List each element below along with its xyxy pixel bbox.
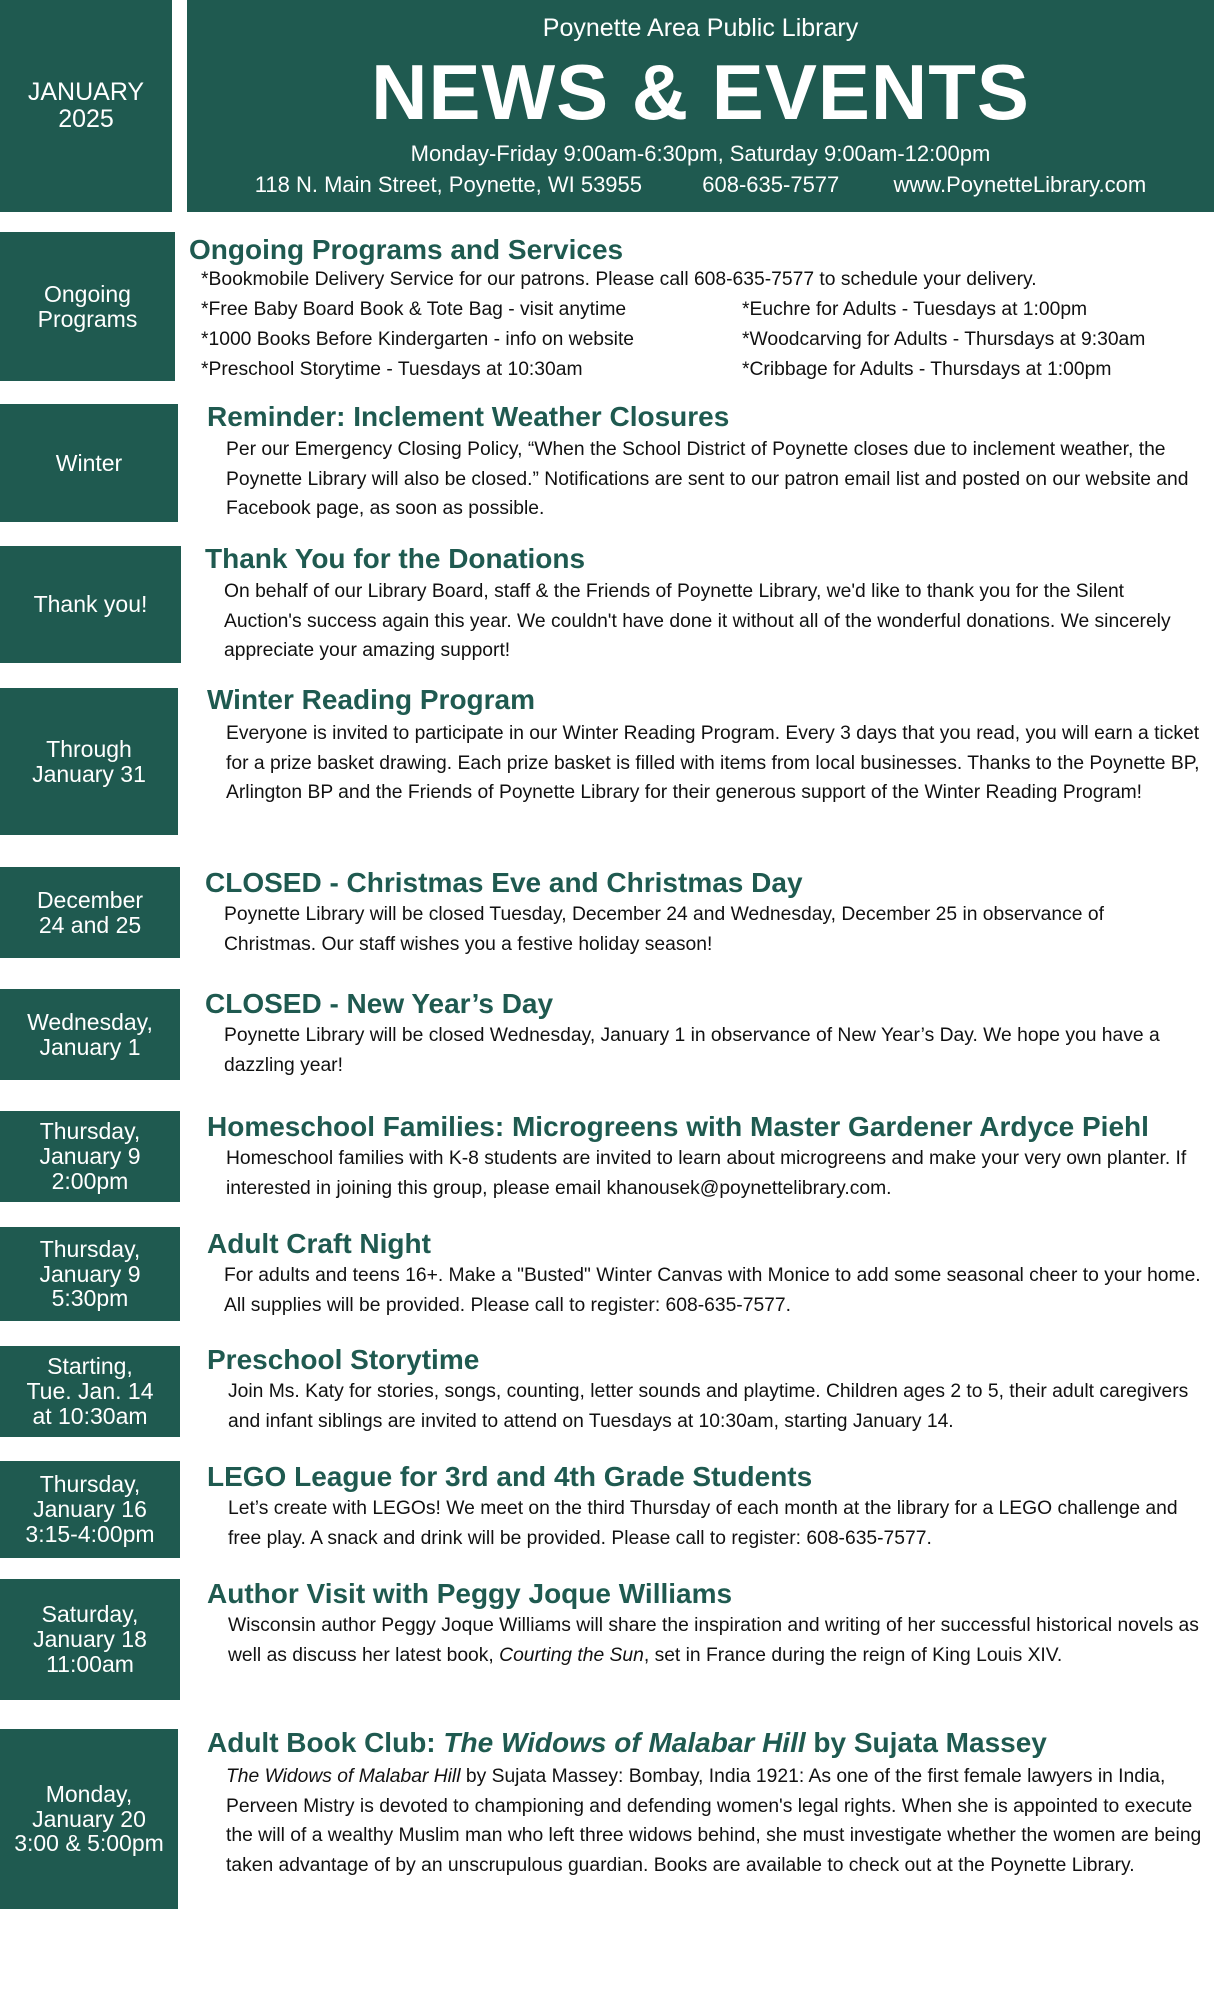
event-body-text: Wisconsin author Peggy Joque Williams will share the inspiration and writing of her successful historical novels as well as discuss her latest book,	[228, 1615, 1199, 1666]
event-date-craft-night: Thursday, January 9 5:30pm	[0, 1227, 180, 1321]
event-date-homeschool: Thursday, January 9 2:00pm	[0, 1111, 180, 1202]
event-title: Homeschool Families: Microgreens with Master Gardener Ardyce Piehl	[207, 1111, 1149, 1142]
event-date-winter: Winter	[0, 404, 178, 522]
event-body: Join Ms. Katy for stories, songs, counting, letter sounds and playtime. Children ages 2 to 5, their adult caregivers and infant siblings are invited to attend on Tuesdays at 10:30am, starting January 14.	[228, 1381, 1189, 1432]
event-title: Preschool Storytime	[207, 1344, 480, 1375]
title-text: Adult Book Club:	[207, 1727, 444, 1758]
page-title: NEWS & EVENTS	[371, 48, 1030, 136]
website-link[interactable]: www.PoynetteLibrary.com	[893, 172, 1147, 197]
event-title	[207, 1727, 1047, 1759]
library-hours: Monday-Friday 9:00am-6:30pm, Saturday 9:00am-12:00pm	[410, 141, 991, 166]
event-title: Reminder: Inclement Weather Closures	[207, 401, 730, 432]
library-name: Poynette Area Public Library	[542, 14, 859, 42]
list-item: *1000 Books Before Kindergarten - info on website	[201, 329, 635, 350]
ongoing-list	[201, 265, 1211, 385]
event-body-text: , set in France during the reign of King Louis XIV.	[643, 1644, 1063, 1666]
event-date-reading: Through January 31	[0, 688, 178, 835]
event-body: Homeschool families with K-8 students are invited to learn about microgreens and make your very own planter. If interested in joining this group, please email khanousek@poynettelibrary.com.	[226, 1148, 1187, 1199]
event-body: Let’s create with LEGOs! We meet on the third Thursday of each month at the library for a LEGO challenge and free play. A snack and drink will be provided. Please call to register: 608-635-7577.	[228, 1498, 1178, 1549]
event-title: Thank You for the Donations	[205, 543, 586, 574]
event-date-book-club: Monday, January 20 3:00 & 5:00pm	[0, 1729, 178, 1909]
event-body: Poynette Library will be closed Tuesday, December 24 and Wednesday, December 25 in observance of Christmas. Our staff wishes you a festive holiday season!	[224, 904, 1104, 955]
event-title: Winter Reading Program	[207, 684, 536, 715]
event-body: Per our Emergency Closing Policy, “When the School District of Poynette closes due to inclement weather, the Poynette Library will also be closed.” Notifications are sent to our patron email list and posted on our website and Facebook page, as soon as possible.	[226, 439, 1189, 519]
list-item: *Cribbage for Adults - Thursdays at 1:00pm	[742, 359, 1112, 380]
event-body: On behalf of our Library Board, staff & the Friends of Poynette Library, we'd like to thank you for the Silent Auction's success again this year. We couldn't have done it without all of the wonderful donations. We sincerely appreciate your amazing support!	[224, 581, 1171, 661]
book-title: Courting the Sun	[499, 1644, 644, 1666]
title-text: by Sujata Massey	[805, 1727, 1047, 1758]
event-body-text: by Sujata Massey: Bombay, India 1921: As one of the first female lawyers in India, Perveen Mistry is devoted to championing and defending women's legal rights. When she is appointed to execute the will of a wealthy Muslim man who left three widows behind, she must investigate whether the women are being taken advantage of by an unscrupulous guardian. Books are available to check out at the Poynette Library.	[226, 1766, 1202, 1876]
list-item: *Woodcarving for Adults - Thursdays at 9:30am	[742, 329, 1146, 350]
event-title: CLOSED - New Year’s Day	[205, 988, 554, 1019]
event-body	[226, 1762, 1213, 1880]
list-item: *Euchre for Adults - Tuesdays at 1:00pm	[742, 299, 1088, 320]
event-date-thank-you: Thank you!	[0, 546, 181, 663]
event-title: CLOSED - Christmas Eve and Christmas Day	[205, 867, 803, 898]
event-title: LEGO League for 3rd and 4th Grade Students	[207, 1461, 813, 1492]
book-title: The Widows of Malabar Hill	[226, 1766, 461, 1787]
ongoing-title: Ongoing Programs and Services	[189, 234, 624, 265]
event-date-christmas: December 24 and 25	[0, 867, 180, 958]
event-date-storytime: Starting, Tue. Jan. 14 at 10:30am	[0, 1346, 180, 1437]
address: 118 N. Main Street, Poynette, WI 53955	[254, 172, 643, 197]
contact-row	[187, 172, 1214, 198]
list-item: *Free Baby Board Book & Tote Bag - visit anytime	[201, 299, 627, 320]
book-title: The Widows of Malabar Hill	[443, 1727, 806, 1758]
event-body: Poynette Library will be closed Wednesday, January 1 in observance of New Year’s Day. We hope you have a dazzling year!	[224, 1025, 1160, 1076]
list-item: *Preschool Storytime - Tuesdays at 10:30am	[201, 359, 583, 380]
month-label: JANUARY 2025	[0, 0, 172, 212]
ongoing-label: Ongoing Programs	[0, 232, 175, 381]
event-body	[228, 1611, 1213, 1670]
event-body: Everyone is invited to participate in our Winter Reading Program. Every 3 days that you read, you will earn a ticket for a prize basket drawing. Each prize basket is filled with items from local businesses. Thanks to the Poynette BP, Arlington BP and the Friends of Poynette Library for their generous support of the Winter Reading Program!	[226, 723, 1200, 803]
phone: 608-635-7577	[702, 172, 840, 197]
event-date-author-visit: Saturday, January 18 11:00am	[0, 1579, 180, 1700]
event-date-new-year: Wednesday, January 1	[0, 989, 180, 1080]
event-title: Author Visit with Peggy Joque Williams	[207, 1578, 733, 1609]
bookmobile-item: *Bookmobile Delivery Service for our patrons. Please call 608-635-7577 to schedule your delivery.	[201, 269, 1037, 290]
header-banner	[187, 0, 1214, 212]
event-body: For adults and teens 16+. Make a "Busted" Winter Canvas with Monice to add some seasonal cheer to your home. All supplies will be provided. Please call to register: 608-635-7577.	[224, 1265, 1201, 1316]
event-title: Adult Craft Night	[207, 1228, 431, 1259]
event-date-lego: Thursday, January 16 3:15-4:00pm	[0, 1461, 180, 1558]
